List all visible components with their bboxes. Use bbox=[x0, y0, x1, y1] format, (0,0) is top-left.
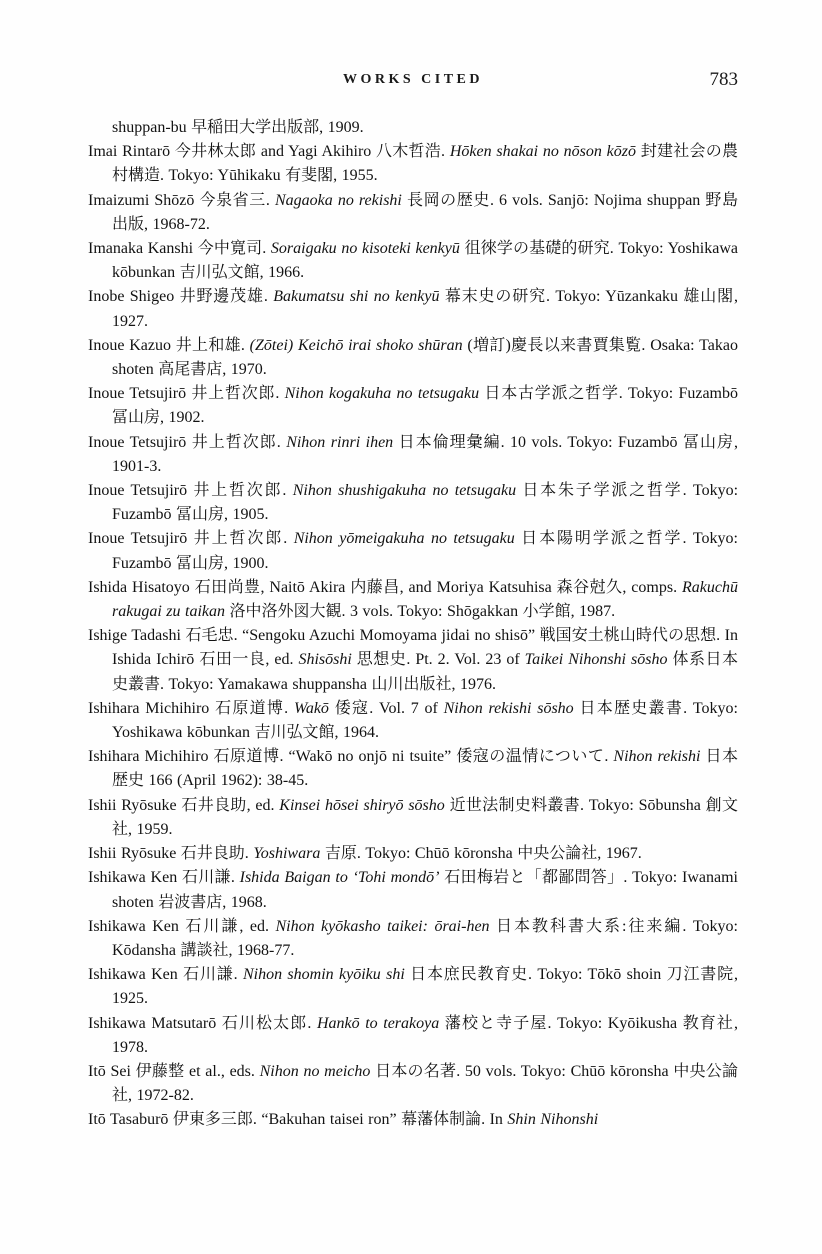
entry-text: Ishihara Michihiro 石原道博. “Wakō no onjō ni tsuite” 倭寇の温情について. bbox=[88, 748, 614, 766]
entry-title-italic: Shisōshi bbox=[298, 651, 352, 669]
entry-text: 吉原. Tokyo: Chūō kōronsha 中央公論社, 1967. bbox=[320, 845, 642, 863]
bib-entry bbox=[88, 527, 738, 575]
bib-entry bbox=[88, 1060, 738, 1108]
entry-text: Itō Sei 伊藤整 et al., eds. bbox=[88, 1062, 260, 1080]
entry-text: 日本教科書大系:往来編. Tokyo: Kōdansha 講談社, 1968-77. bbox=[112, 917, 738, 959]
entry-text: 倭寇. Vol. 7 of bbox=[328, 699, 444, 717]
entry-text: Imanaka Kanshi 今中寛司. bbox=[88, 240, 271, 258]
entry-title-italic: Kinsei hōsei shiryō sōsho bbox=[279, 796, 445, 814]
entry-text: 日本の名著. 50 vols. Tokyo: Chūō kōronsha 中央公論社, 1972-82. bbox=[112, 1062, 738, 1105]
bibliography-list bbox=[88, 116, 738, 1133]
bib-entry bbox=[88, 866, 738, 914]
bib-entry bbox=[88, 697, 738, 745]
bib-entry bbox=[88, 576, 738, 624]
entry-title-italic: Hankō to terakoya bbox=[316, 1014, 440, 1032]
entry-title-italic: Bakumatsu shi no kenkyū bbox=[273, 288, 440, 306]
bib-entry bbox=[88, 140, 738, 188]
bib-entry bbox=[88, 479, 738, 527]
entry-text: 日本庶民教育史. Tokyo: Tōkō shoin 刀江書院, 1925. bbox=[112, 966, 738, 1008]
entry-text: 日本陽明学派之哲学. Tokyo: Fuzambō 冨山房, 1900. bbox=[112, 530, 738, 572]
entry-title-italic: Nihon kyōkasho taikei: ōrai-hen bbox=[275, 917, 490, 935]
bib-entry bbox=[88, 794, 738, 842]
entry-text: 石田梅岩と「都鄙問答」. Tokyo: Iwanami shoten 岩波書店, 1968. bbox=[112, 869, 738, 911]
bib-entry bbox=[88, 1108, 738, 1132]
entry-text: 封建社会の農村構造. Tokyo: Yūhikaku 有斐閣, 1955. bbox=[112, 143, 738, 185]
entry-text: Inoue Tetsujirō 井上哲次郎. bbox=[88, 385, 285, 403]
entry-text: Imai Rintarō 今井林太郎 and Yagi Akihiro 八木哲浩. bbox=[88, 143, 450, 161]
entry-text: 近世法制史料叢書. Tokyo: Sōbunsha 創文社, 1959. bbox=[112, 796, 738, 838]
bib-entry bbox=[88, 382, 738, 430]
entry-title-italic: Wakō bbox=[293, 699, 329, 717]
entry-text: Inoue Kazuo 井上和雄. bbox=[88, 336, 250, 354]
bib-entry bbox=[88, 431, 738, 479]
entry-text: Ishige Tadashi 石毛忠. “Sengoku Azuchi Momoyama jidai no shisō” 戦国安土桃山時代の思想. In Ishida Ichirō 石田一良, ed. bbox=[88, 627, 738, 669]
entry-text: Inobe Shigeo 井野邊茂雄. bbox=[88, 288, 274, 306]
entry-title-italic: Yoshiwara bbox=[253, 845, 321, 863]
entry-text: Ishihara Michihiro 石原道博. bbox=[88, 699, 294, 717]
entry-title-italic: Ishida Baigan to ‘Tohi mondō’ bbox=[239, 869, 440, 887]
entry-text: 徂徠学の基礎的研究. Tokyo: Yoshikawa kōbunkan 吉川弘文館, 1966. bbox=[112, 240, 738, 282]
entry-text: Ishikawa Ken 石川謙, ed. bbox=[88, 917, 276, 935]
entry-text: 日本倫理彙編. 10 vols. Tokyo: Fuzambō 冨山房, 1901-3. bbox=[112, 433, 738, 475]
bib-entry bbox=[88, 1012, 738, 1060]
entry-title-italic: Nagaoka no rekishi bbox=[274, 191, 402, 209]
entry-title-italic: Nihon rekishi bbox=[613, 748, 701, 766]
entry-title-italic: Rakuchū rakugai zu taikan bbox=[112, 578, 738, 621]
entry-title-italic: Nihon yōmeigakuha no tetsugaku bbox=[293, 530, 515, 548]
bib-entry bbox=[88, 237, 738, 285]
entry-text: Ishikawa Matsutarō 石川松太郎. bbox=[88, 1014, 317, 1032]
entry-text: Ishikawa Ken 石川謙. bbox=[88, 966, 243, 984]
bib-entry bbox=[88, 842, 738, 866]
bib-entry bbox=[88, 116, 738, 140]
entry-title-italic: Shin Nihonshi bbox=[507, 1111, 599, 1129]
entry-text: 日本朱子学派之哲学. Tokyo: Fuzambō 冨山房, 1905. bbox=[112, 482, 739, 524]
entry-text: Ishii Ryōsuke 石井良助, ed. bbox=[88, 796, 280, 814]
entry-title-italic: Nihon shushigakuha no tetsugaku bbox=[292, 482, 517, 500]
bib-entry bbox=[88, 334, 738, 382]
running-head bbox=[88, 69, 738, 96]
entry-text: Inoue Tetsujirō 井上哲次郎. bbox=[88, 530, 294, 548]
bib-entry bbox=[88, 963, 738, 1011]
entry-text: 日本歴史 166 (April 1962): 38-45. bbox=[112, 748, 738, 790]
entry-title-italic: Nihon rekishi sōsho bbox=[443, 699, 574, 717]
page-title: WORKS CITED bbox=[342, 72, 484, 87]
entry-text: (増訂)慶長以来書賈集覧. Osaka: Takao shoten 高尾書店, 1970. bbox=[112, 336, 738, 379]
entry-text: Inoue Tetsujirō 井上哲次郎. bbox=[88, 482, 293, 500]
entry-text: Inoue Tetsujirō 井上哲次郎. bbox=[88, 433, 287, 451]
entry-text: 日本古学派之哲学. Tokyo: Fuzambō 冨山房, 1902. bbox=[112, 385, 738, 427]
entry-text: 体系日本史叢書. Tokyo: Yamakawa shuppansha 山川出版社, 1976. bbox=[112, 651, 738, 693]
entry-title-italic: Hōken shakai no nōson kōzō bbox=[449, 143, 636, 161]
entry-title-italic: Soraigaku no kisoteki kenkyū bbox=[270, 240, 460, 258]
entry-title-italic: Nihon shomin kyōiku shi bbox=[242, 966, 405, 984]
entry-title-italic: Nihon no meicho bbox=[259, 1062, 371, 1080]
entry-title-italic: Nihon kogakuha no tetsugaku bbox=[284, 385, 480, 403]
entry-text: shuppan-bu 早稲田大学出版部, 1909. bbox=[112, 119, 364, 136]
entry-title-italic: Nihon rinri ihen bbox=[286, 433, 394, 451]
entry-text: 日本歴史叢書. Tokyo: Yoshikawa kōbunkan 吉川弘文館, 1964. bbox=[112, 699, 738, 742]
entry-text: 長岡の歴史. 6 vols. Sanjō: Nojima shuppan 野島出版, 1968-72. bbox=[112, 191, 738, 233]
bib-entry bbox=[88, 285, 738, 333]
entry-text: Imaizumi Shōzō 今泉省三. bbox=[88, 191, 275, 209]
entry-text: 幕末史の研究. Tokyo: Yūzankaku 雄山閣, 1927. bbox=[112, 288, 738, 330]
entry-text: Ishii Ryōsuke 石井良助. bbox=[88, 845, 254, 863]
entry-text: 思想史. Pt. 2. Vol. 23 of bbox=[351, 651, 525, 669]
entry-title-italic: Taikei Nihonshi sōsho bbox=[524, 651, 668, 669]
entry-text: Ishikawa Ken 石川謙. bbox=[88, 869, 240, 887]
entry-text: 洛中洛外図大観. 3 vols. Tokyo: Shōgakkan 小学館, 1987. bbox=[225, 603, 616, 621]
entry-text: Ishida Hisatoyo 石田尚豊, Naitō Akira 内藤昌, and Moriya Katsuhisa 森谷尅久, comps. bbox=[88, 578, 683, 596]
page-number: 783 bbox=[709, 69, 738, 90]
entry-text: Itō Tasaburō 伊東多三郎. “Bakuhan taisei ron” 幕藩体制論. In bbox=[88, 1111, 508, 1129]
bib-entry bbox=[88, 189, 738, 237]
entry-title-italic: (Zōtei) Keichō irai shoko shūran bbox=[249, 336, 463, 354]
bib-entry bbox=[88, 745, 738, 793]
entry-text: 藩校と寺子屋. Tokyo: Kyōikusha 教育社, 1978. bbox=[112, 1014, 739, 1056]
bib-entry bbox=[88, 915, 738, 963]
bib-entry bbox=[88, 624, 738, 697]
